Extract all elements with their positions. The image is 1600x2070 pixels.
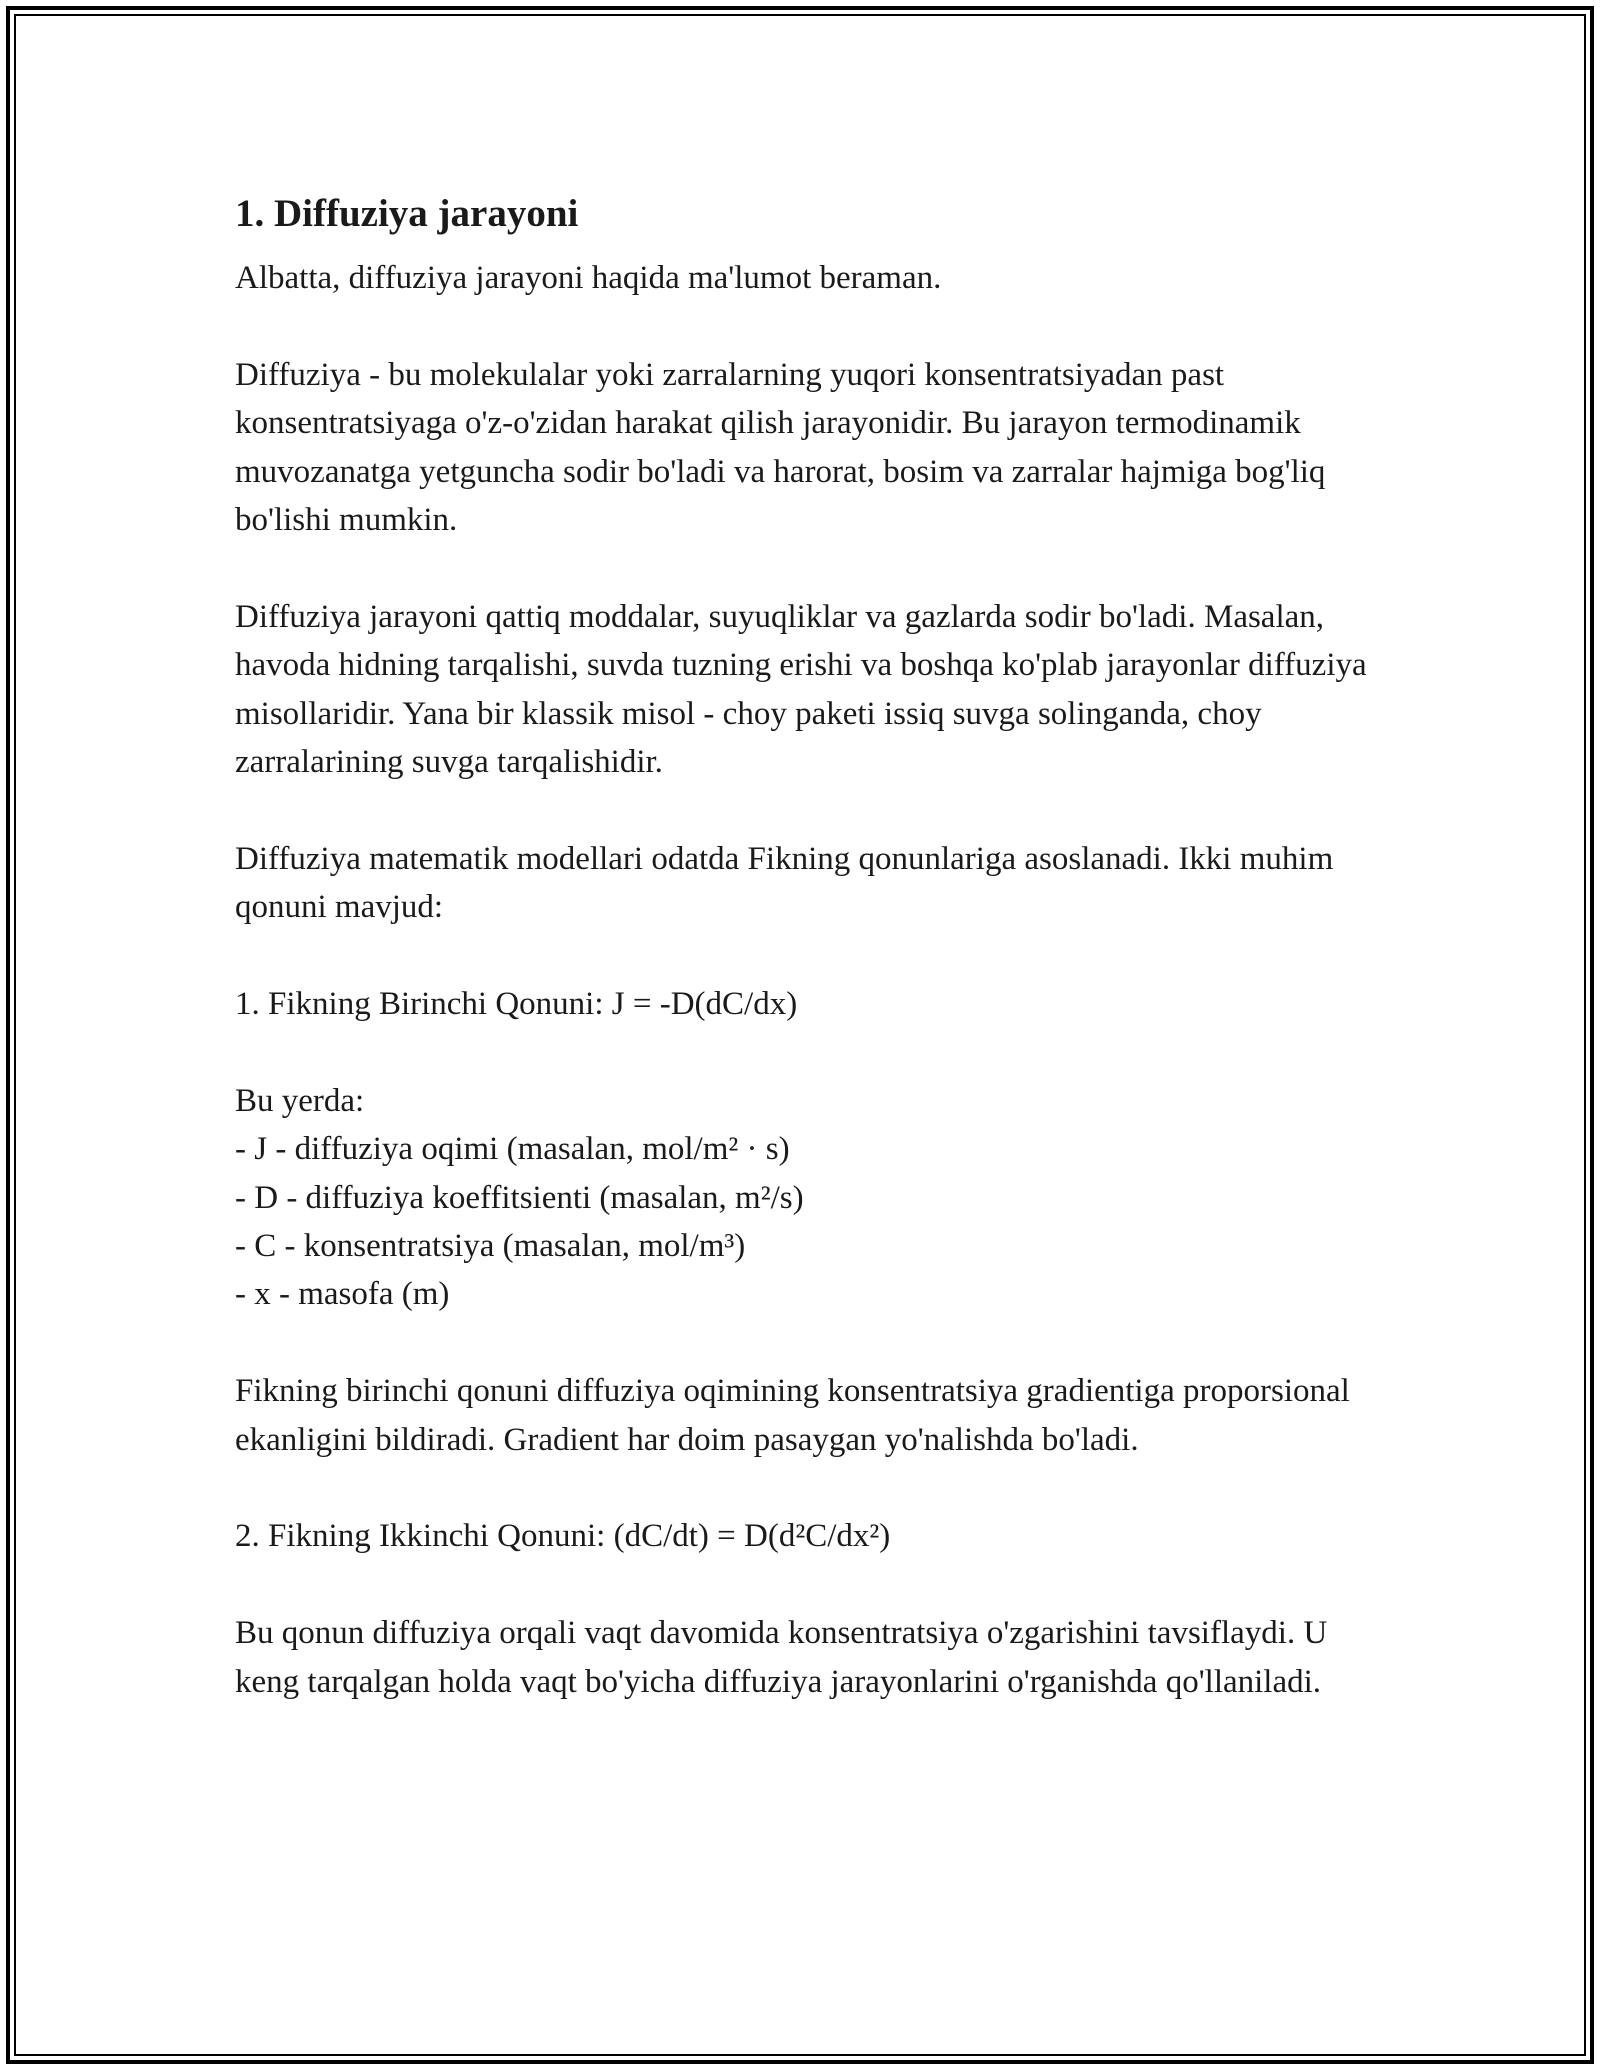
models-paragraph: Diffuziya matematik modellari odatda Fikning qonunlariga asoslanadi. Ikki muhim qonuni mavjud: bbox=[235, 840, 1334, 926]
paragraph-gap bbox=[235, 1464, 1375, 1512]
paragraph-gap bbox=[235, 302, 1375, 350]
paragraph-gap bbox=[235, 932, 1375, 980]
paragraph-gap bbox=[235, 1561, 1375, 1609]
first-law-explanation: Fikning birinchi qonuni diffuziya oqimining konsentratsiya gradientiga proporsional ekanligini bildiradi. Gradient har doim pasaygan yo'nalishda bo'ladi. bbox=[235, 1373, 1350, 1458]
paragraph-gap bbox=[235, 786, 1375, 834]
document-page bbox=[235, 186, 1375, 1706]
definition-item-d: - D - diffuziya koeffitsienti (masalan, m²/s) bbox=[235, 1179, 804, 1216]
document-body bbox=[235, 254, 1375, 1706]
definition-item-x: - x - masofa (m) bbox=[235, 1276, 450, 1313]
intro-paragraph: Albatta, diffuziya jarayoni haqida ma'lumot beraman. bbox=[235, 260, 942, 296]
examples-paragraph: Diffuziya jarayoni qattiq moddalar, suyuqliklar va gazlarda sodir bo'ladi. Masalan, havoda hidning tarqalishi, suvda tuzning erishi va boshqa ko'plab jarayonlar diffuziya misollaridir. Yana bir klassik misol - choy paketi issiq suvga solinganda, choy zarralarining suvga tarqalishidir. bbox=[235, 598, 1367, 781]
definition-item-c: - C - konsentratsiya (masalan, mol/m³) bbox=[235, 1228, 746, 1265]
definition-paragraph: Diffuziya - bu molekulalar yoki zarralarning yuqori konsentratsiyadan past konsentratsiyaga o'z-o'zidan harakat qilish jarayonidir. Bu jarayon termodinamik muvozanatga yetguncha sodir bo'ladi va harorat, bosim va zarralar hajmiga bog'liq bo'lishi mumkin. bbox=[235, 356, 1326, 539]
second-law-explanation: Bu qonun diffuziya orqali vaqt davomida konsentratsiya o'zgarishini tavsiflaydi. U keng tarqalgan holda vaqt bo'yicha diffuziya jarayonlarini o'rganishda qo'llaniladi. bbox=[235, 1615, 1328, 1700]
second-law-formula: 2. Fikning Ikkinchi Qonuni: (dC/dt) = D(d²C/dx²) bbox=[235, 1518, 891, 1555]
paragraph-gap bbox=[235, 1319, 1375, 1367]
first-law-formula: 1. Fikning Birinchi Qonuni: J = -D(dC/dx) bbox=[235, 986, 798, 1023]
where-label: Bu yerda: bbox=[235, 1082, 365, 1119]
paragraph-gap bbox=[235, 544, 1375, 592]
paragraph-gap bbox=[235, 1028, 1375, 1076]
definition-item-j: - J - diffuziya oqimi (masalan, mol/m² · s) bbox=[235, 1131, 790, 1168]
document-title: 1. Diffuziya jarayoni bbox=[235, 192, 579, 235]
